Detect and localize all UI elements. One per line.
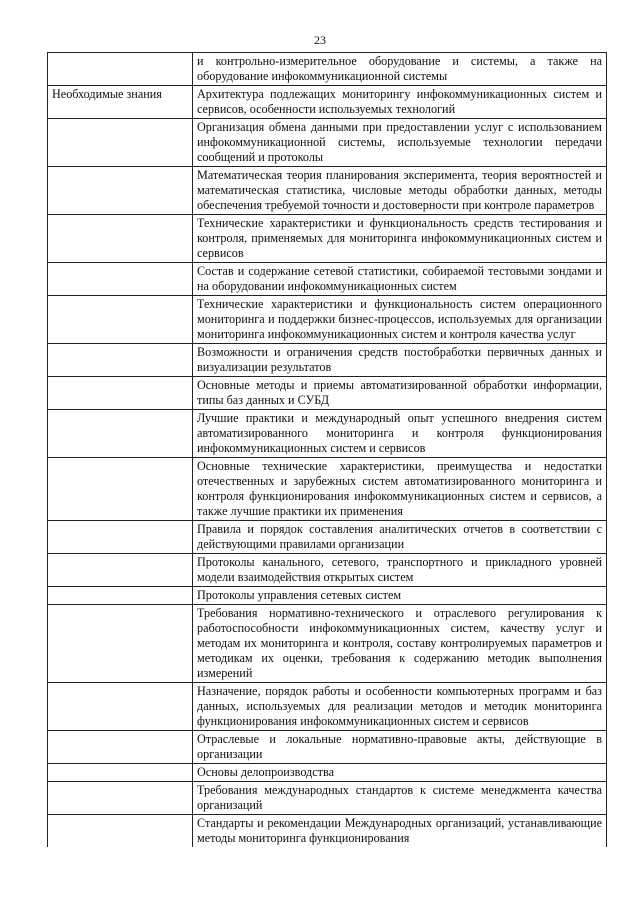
- row-label-cell: [48, 377, 193, 410]
- table-row: [48, 119, 607, 167]
- row-content-cell: Основные технические характеристики, преимущества и недостатки отечественных и зарубежных систем автоматизированного мониторинга и контроля функционирования инфокоммуникационных систем и сервисов, а также лучшие практики их применения: [193, 458, 607, 521]
- table-row: [48, 344, 607, 377]
- table-row: [48, 521, 607, 554]
- row-label-cell: [48, 764, 193, 782]
- table-row: [48, 764, 607, 782]
- row-label-cell: [48, 731, 193, 764]
- row-content-cell: Основы делопроизводства: [193, 764, 607, 782]
- table-row: [48, 296, 607, 344]
- table-row: [48, 605, 607, 683]
- table-row: [48, 587, 607, 605]
- row-label-cell: [48, 782, 193, 815]
- table-row: [48, 554, 607, 587]
- row-content-cell: Основные методы и приемы автоматизированной обработки информации, типы баз данных и СУБД: [193, 377, 607, 410]
- row-label-cell: [48, 458, 193, 521]
- table-row: [48, 815, 607, 848]
- row-label-cell: [48, 167, 193, 215]
- table-row: [48, 215, 607, 263]
- row-label-cell: [48, 53, 193, 86]
- row-content-cell: Требования нормативно-технического и отраслевого регулирования к работоспособности инфокоммуникационных систем, качеству услуг и методам их мониторинга и контроля, составу контролируемых параметров и методикам их оценки, требования к содержанию методик выполнения измерений: [193, 605, 607, 683]
- row-content-cell: Назначение, порядок работы и особенности компьютерных программ и баз данных, используемых для реализации методов и методик мониторинга функционирования инфокоммуникационных систем и сервисов: [193, 683, 607, 731]
- row-content-cell: Правила и порядок составления аналитических отчетов в соответствии с действующими правилами организации: [193, 521, 607, 554]
- row-label-cell: [48, 263, 193, 296]
- row-label-cell: [48, 344, 193, 377]
- row-label-cell: [48, 683, 193, 731]
- row-content-cell: Состав и содержание сетевой статистики, собираемой тестовыми зондами и на оборудовании инфокоммуникационных систем: [193, 263, 607, 296]
- table-row: [48, 377, 607, 410]
- row-label-cell: [48, 296, 193, 344]
- row-label-cell: [48, 119, 193, 167]
- requirements-table: [47, 52, 607, 847]
- row-content-cell: Математическая теория планирования эксперимента, теория вероятностей и математическая статистика, числовые методы обработки данных, методы обеспечения требуемой точности и достоверности при контроле параметров: [193, 167, 607, 215]
- row-content-cell: Требования международных стандартов к системе менеджмента качества организаций: [193, 782, 607, 815]
- table-row: [48, 53, 607, 86]
- requirements-table-body: [48, 53, 607, 848]
- row-content-cell: Технические характеристики и функциональность систем операционного мониторинга и поддержки бизнес-процессов, используемых для организации мониторинга инфокоммуникационных систем и контроля качества услуг: [193, 296, 607, 344]
- row-content-cell: Стандарты и рекомендации Международных организаций, устанавливающие методы мониторинга функционирования: [193, 815, 607, 848]
- row-label-cell: [48, 605, 193, 683]
- table-row: [48, 86, 607, 119]
- table-row: [48, 782, 607, 815]
- table-row: [48, 731, 607, 764]
- table-row: [48, 263, 607, 296]
- row-label-cell: [48, 815, 193, 848]
- row-content-cell: Архитектура подлежащих мониторингу инфокоммуникационных систем и сервисов, особенности используемых технологий: [193, 86, 607, 119]
- row-content-cell: Возможности и ограничения средств постобработки первичных данных и визуализации результатов: [193, 344, 607, 377]
- row-content-cell: Протоколы канального, сетевого, транспортного и прикладного уровней модели взаимодействия открытых систем: [193, 554, 607, 587]
- table-row: [48, 167, 607, 215]
- table-row: [48, 683, 607, 731]
- row-content-cell: Протоколы управления сетевых систем: [193, 587, 607, 605]
- row-content-cell: Организация обмена данными при предоставлении услуг с использованием инфокоммуникационной системы, используемые технологии передачи сообщений и протоколы: [193, 119, 607, 167]
- row-label-cell: [48, 521, 193, 554]
- row-content-cell: Отраслевые и локальные нормативно-правовые акты, действующие в организации: [193, 731, 607, 764]
- page-number: 23: [314, 33, 326, 47]
- table-row: [48, 458, 607, 521]
- row-label-cell: [48, 215, 193, 263]
- row-content-cell: и контрольно-измерительное оборудование и системы, а также на оборудование инфокоммуникационной системы: [193, 53, 607, 86]
- row-content-cell: Лучшие практики и международный опыт успешного внедрения систем автоматизированного мониторинга и контроля функционирования инфокоммуникационных систем и сервисов: [193, 410, 607, 458]
- row-label-cell: Необходимые знания: [48, 86, 193, 119]
- row-label-cell: [48, 587, 193, 605]
- row-label-cell: [48, 410, 193, 458]
- row-label-cell: [48, 554, 193, 587]
- table-row: [48, 410, 607, 458]
- row-content-cell: Технические характеристики и функциональность средств тестирования и контроля, применяемых для мониторинга инфокоммуникационных систем и сервисов: [193, 215, 607, 263]
